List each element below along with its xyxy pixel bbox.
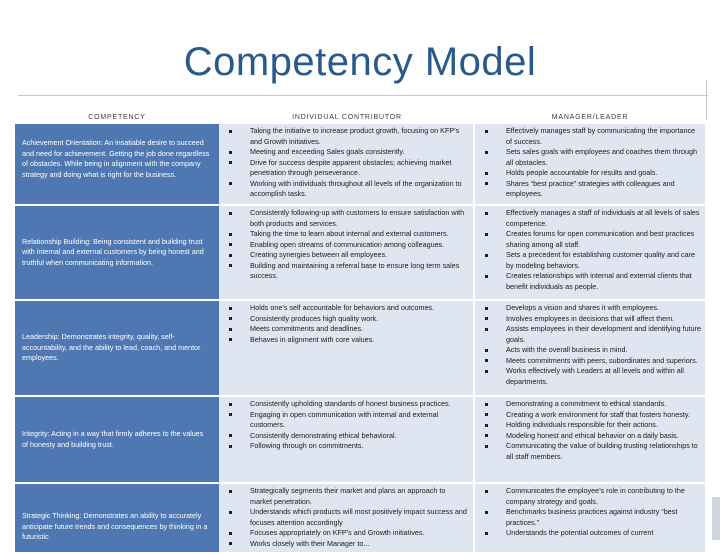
list-item: Effectively manages staff by communicating the importance of success. <box>479 126 701 147</box>
list-item: Modeling honest and ethical behavior on a daily basis. <box>479 431 701 442</box>
list-item: Consistently produces high quality work. <box>223 314 469 325</box>
list-item: Holding individuals responsible for their actions. <box>479 420 701 431</box>
list-item: Shares “best practice” strategies with colleagues and employees. <box>479 179 701 200</box>
table-row-achievement <box>15 124 705 206</box>
list-item: Meets commitments and deadlines. <box>223 324 469 335</box>
list-item: Sets a precedent for establishing customer quality and care by modeling behaviors. <box>479 250 701 271</box>
list-item: Effectively manages a staff of individuals at all levels of sales competence. <box>479 208 701 229</box>
competency-cell: Leadership: Demonstrates integrity, quality, self-accountability, and the ability to lead, coach, and mentor employees. <box>15 301 219 397</box>
list-item: Understands which products will most positively impact success and focuses attention accordingly <box>223 507 469 528</box>
list-item: Works closely with their Manager to... <box>223 539 469 550</box>
list-item: Behaves in alignment with core values. <box>223 335 469 346</box>
list-item: Works effectively with Leaders at all levels and within all departments. <box>479 366 701 387</box>
table-row-relationship <box>15 206 705 301</box>
individual-cell <box>219 484 475 554</box>
list-item: Creates forums for open communication and best practices sharing among all staff. <box>479 229 701 250</box>
column-header-manager: MANAGER/LEADER <box>551 114 629 121</box>
list-item: Building and maintaining a referral base to ensure long term sales success. <box>223 261 469 282</box>
side-decoration <box>712 497 720 540</box>
table-row-strategic <box>15 484 705 554</box>
list-item: Taking the initiative to increase product growth, focusing on KFP’s and Growth initiatives. <box>223 126 469 147</box>
competency-table <box>15 112 705 554</box>
list-item: Consistently upholding standards of honest business practices. <box>223 399 469 410</box>
list-item: Focuses appropriately on KFP’s and Growth initiatives. <box>223 528 469 539</box>
list-item: Enabling open streams of communication among colleagues. <box>223 240 469 251</box>
list-item: Consistently following-up with customers to ensure satisfaction with both products and services. <box>223 208 469 229</box>
list-item: Creating synergies between all employees. <box>223 250 469 261</box>
list-item: Meets commitments with peers, subordinates and superiors. <box>479 356 701 367</box>
list-item: Working with individuals throughout all levels of the organization to accomplish tasks. <box>223 179 469 200</box>
individual-cell <box>219 397 475 484</box>
table-row-integrity <box>15 397 705 484</box>
list-item: Involves employees in decisions that will affect them. <box>479 314 701 325</box>
list-item: Communicating the value of building trusting relationships to all staff members. <box>479 441 701 462</box>
slide-title: Competency Model <box>183 40 537 84</box>
competency-cell: Achievement Orientation: An insatiable desire to succeed and need for achievement. Getting the job done regardless of obstacles. While being in alignment with the company strategy and doing what is right for the business. <box>15 124 219 206</box>
list-item: Benchmarks business practices against industry “best practices.” <box>479 507 701 528</box>
list-item: Holds people accountable for results and goals. <box>479 168 701 179</box>
list-item: Taking the time to learn about internal and external customers. <box>223 229 469 240</box>
competency-cell: Integrity: Acting in a way that firmly adheres to the values of honesty and building trust. <box>15 397 219 484</box>
table-header <box>15 112 705 124</box>
list-item: Following through on commitments. <box>223 441 469 452</box>
competency-cell: Relationship Building: Being consistent and building trust with internal and external customers by being honest and truthful when communicating information. <box>15 206 219 301</box>
list-item: Holds one’s self accountable for behaviors and outcomes. <box>223 303 469 314</box>
list-item: Assists employees in their development and identifying future goals. <box>479 324 701 345</box>
individual-cell <box>219 301 475 397</box>
column-header-individual: INDIVIDUAL CONTRIBUTOR <box>292 114 402 121</box>
list-item: Creates relationships with internal and external clients that benefit individuals as people. <box>479 271 701 292</box>
list-item: Engaging in open communication with internal and external customers. <box>223 410 469 431</box>
list-item: Drive for success despite apparent obstacles; achieving market penetration through perseverance. <box>223 158 469 179</box>
list-item: Understands the potential outcomes of current <box>479 528 701 539</box>
individual-cell <box>219 206 475 301</box>
individual-cell <box>219 124 475 206</box>
list-item: Develops a vision and shares it with employees. <box>479 303 701 314</box>
manager-cell <box>475 206 705 301</box>
manager-cell <box>475 484 705 554</box>
list-item: Communicates the employee’s role in contributing to the company strategy and goals. <box>479 486 701 507</box>
list-item: Strategically segments their market and plans an approach to market penetration. <box>223 486 469 507</box>
list-item: Consistently demonstrating ethical behavioral. <box>223 431 469 442</box>
column-header-competency: COMPETENCY <box>88 114 146 121</box>
table-row-leadership <box>15 301 705 397</box>
list-item: Acts with the overall business in mind. <box>479 345 701 356</box>
list-item: Sets sales goals with employees and coaches them through all obstacles. <box>479 147 701 168</box>
frame-line-top <box>18 95 708 96</box>
competency-cell: Strategic Thinking: Demonstrates an ability to accurately anticipate future trends and consequences by thinking in a futuristic <box>15 484 219 554</box>
manager-cell <box>475 124 705 206</box>
manager-cell <box>475 301 705 397</box>
manager-cell <box>475 397 705 484</box>
list-item: Demonstrating a commitment to ethical standards. <box>479 399 701 410</box>
list-item: Creating a work environment for staff that fosters honesty. <box>479 410 701 421</box>
frame-line-right <box>706 80 707 120</box>
list-item: Meeting and exceeding Sales goals consistently. <box>223 147 469 158</box>
